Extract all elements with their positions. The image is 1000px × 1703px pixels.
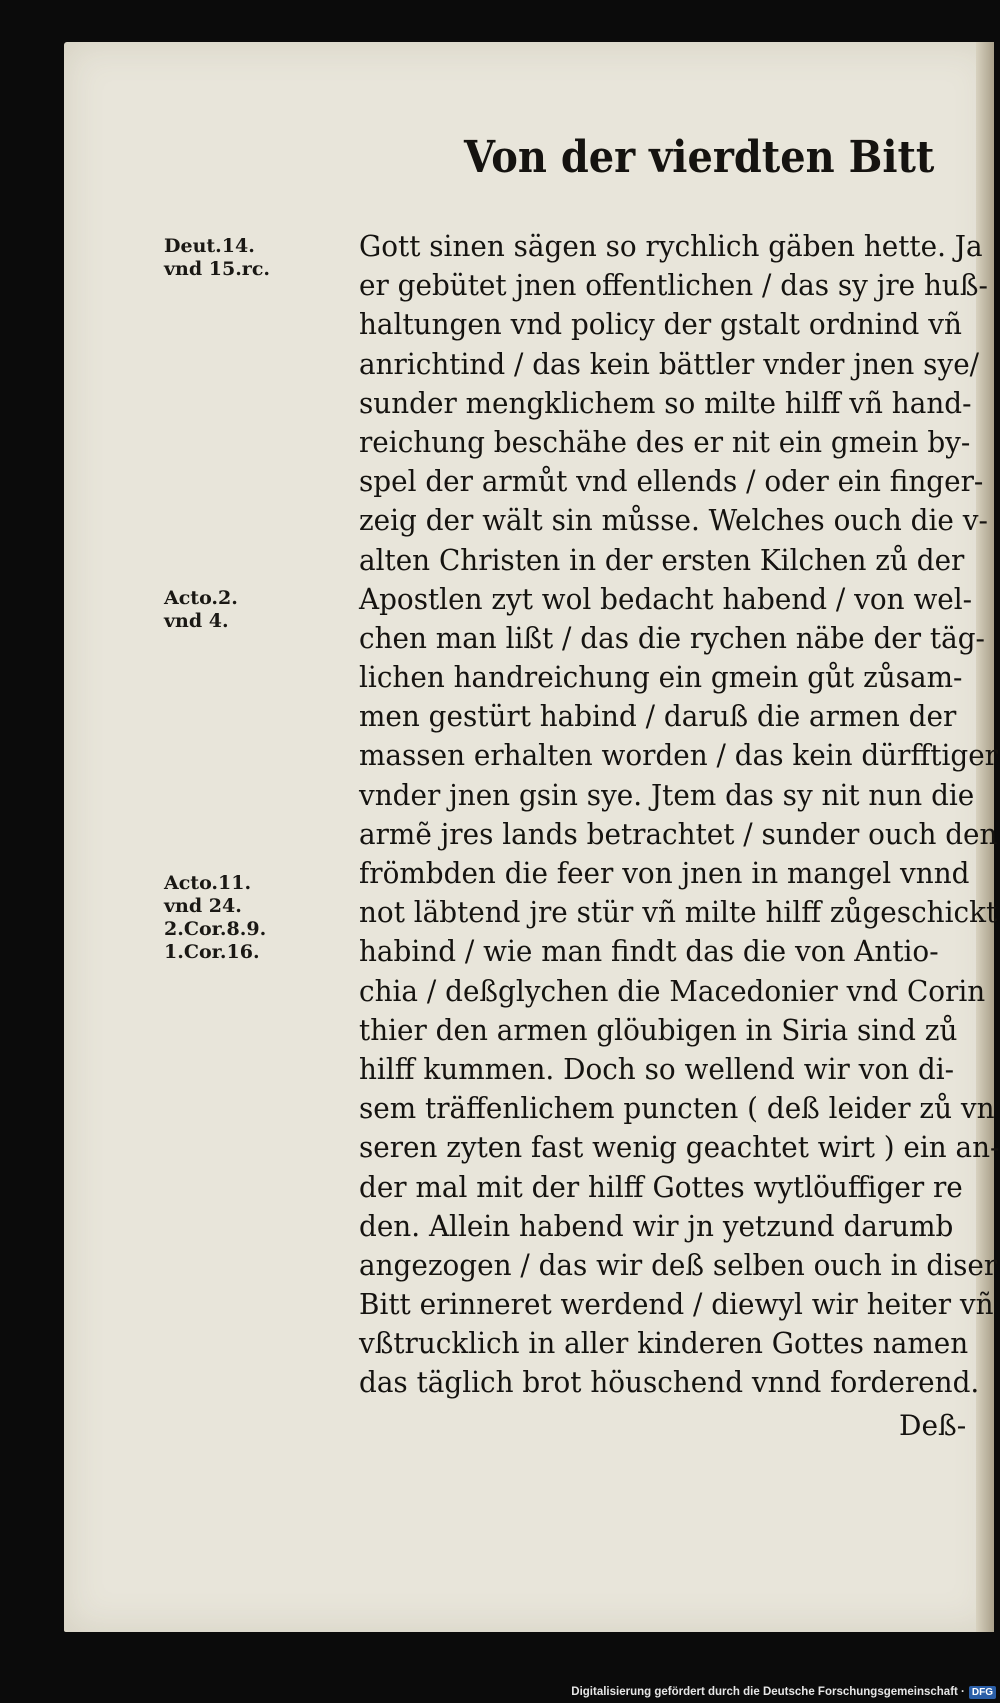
text-line: spel der armůt vnd ellends / oder ein finger- bbox=[359, 465, 984, 499]
text-line: den. Allein habend wir jn yetzund darumb bbox=[359, 1209, 954, 1243]
text-line: habind / wie man findt das die von Antio- bbox=[359, 935, 939, 969]
text-line: reichung beschähe des er nit ein gmein by- bbox=[359, 425, 971, 459]
running-head: Von der vierdten Bitt bbox=[464, 132, 935, 183]
text-line: seren zyten fast wenig geachtet wirt ) ein an- bbox=[359, 1131, 1000, 1165]
text-line: not läbtend jre stür vñ milte hilff zůgeschickt bbox=[359, 896, 998, 930]
catchword: Deß- bbox=[899, 1409, 967, 1442]
text-line: armẽ jres lands betrachtet / sunder ouch den bbox=[359, 817, 998, 851]
text-line: er gebütet jnen offentlichen / das sy jre huß- bbox=[359, 269, 988, 303]
text-line: Gott sinen sägen so rychlich gäben hette. Ja bbox=[359, 230, 983, 263]
book-page bbox=[64, 42, 1000, 1632]
marginal-note: Acto.11. vnd 24. 2.Cor.8.9. 1.Cor.16. bbox=[164, 872, 267, 963]
text-line: das täglich brot höuschend vnnd forderend. bbox=[359, 1366, 980, 1400]
text-line: frömbden die feer von jnen in mangel vnnd bbox=[359, 857, 970, 890]
text-line: sunder mengklichem so milte hilff vñ hand- bbox=[359, 386, 972, 420]
text-line: vnder jnen gsin sye. Jtem das sy nit nun die bbox=[359, 778, 975, 812]
text-line: massen erhalten worden / das kein dürfftiger bbox=[359, 739, 998, 773]
text-line: chia / deßglychen die Macedonier vnd Corin bbox=[359, 974, 986, 1008]
text-line: Apostlen zyt wol bedacht habend / von wel- bbox=[359, 582, 973, 616]
text-line: haltungen vnd policy der gstalt ordnind vñ bbox=[359, 308, 962, 342]
dfg-logo-icon: DFG bbox=[969, 1686, 996, 1699]
text-line: lichen handreichung ein gmein gůt zůsam- bbox=[359, 661, 963, 695]
text-line: alten Christen in der ersten Kilchen zů der bbox=[359, 543, 965, 577]
digitization-credit bbox=[571, 1681, 1000, 1703]
text-line: thier den armen glöubigen in Siria sind zů bbox=[359, 1013, 958, 1047]
text-line: chen man lißt / das die rychen näbe der täg- bbox=[359, 621, 985, 655]
credit-text: Digitalisierung gefördert durch die Deutsche Forschungsgemeinschaft · bbox=[571, 1686, 965, 1698]
text-line: men gestürt habind / daruß die armen der bbox=[359, 700, 957, 734]
text-line: anrichtind / das kein bättler vnder jnen sye/ bbox=[359, 347, 980, 381]
text-line: vßtrucklich in aller kinderen Gottes namen bbox=[359, 1327, 969, 1361]
text-line: Bitt erinneret werdend / diewyl wir heiter vñ bbox=[359, 1288, 994, 1322]
text-line: zeig der wält sin můsse. Welches ouch die v- bbox=[359, 504, 988, 538]
text-line: sem träffenlichem puncten ( deß leider zů vn bbox=[359, 1092, 995, 1126]
marginal-note: Acto.2. vnd 4. bbox=[164, 587, 238, 632]
marginal-note: Deut.14. vnd 15.rc. bbox=[164, 235, 271, 280]
text-line: angezogen / das wir deß selben ouch in diser bbox=[359, 1248, 998, 1282]
body-text bbox=[359, 227, 1000, 1403]
text-line: hilff kummen. Doch so wellend wir von di- bbox=[359, 1052, 955, 1086]
text-line: der mal mit der hilff Gottes wytlöuffiger re bbox=[359, 1170, 963, 1204]
